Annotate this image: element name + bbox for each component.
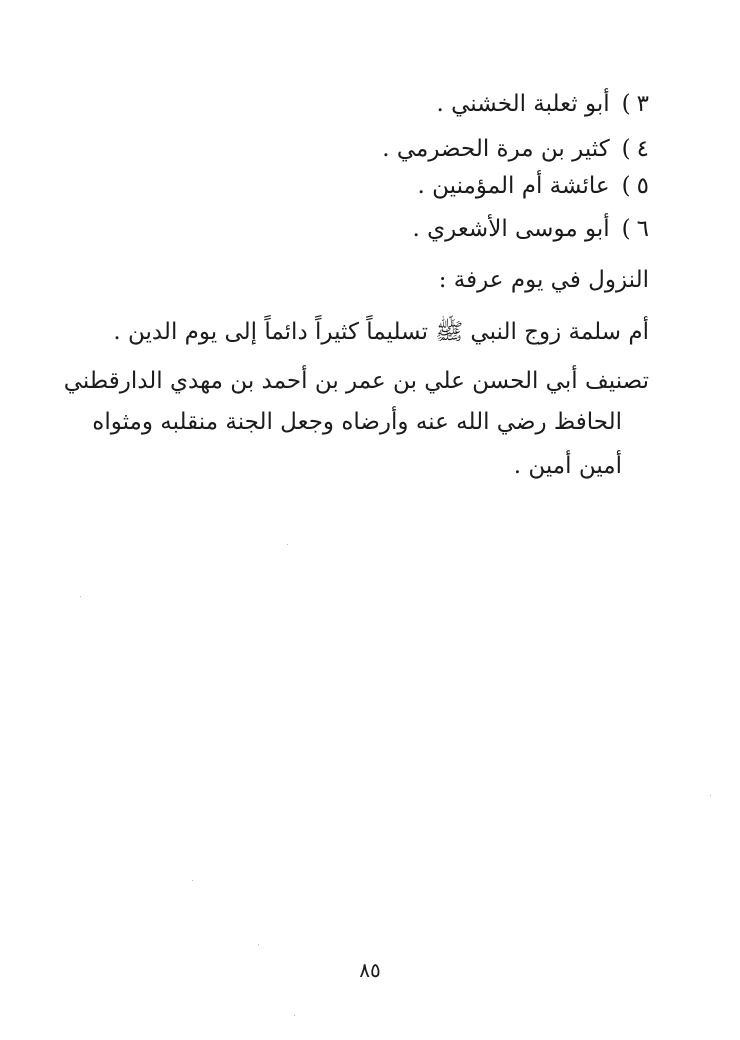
paragraph-2-line-2: الحافظ رضي الله عنه وأرضاه وجعل الجنة منقلبه ومثواه xyxy=(92,409,622,435)
page-number: ٨٥ xyxy=(359,958,381,982)
list-text: كثير بن مرة الحضرمي . xyxy=(382,136,610,162)
scan-speck xyxy=(710,795,711,796)
list-paren: ) xyxy=(621,91,631,117)
scan-speck xyxy=(258,944,259,945)
list-text: أبو ثعلبة الخشني . xyxy=(436,91,610,117)
list-item-4 xyxy=(382,133,649,165)
list-number: ٣ xyxy=(636,91,649,117)
paragraph-2-line-1: تصنيف أبي الحسن علي بن عمر بن أحمد بن مهدي الدارقطني xyxy=(63,368,649,394)
list-number: ٤ xyxy=(636,136,649,162)
list-item-3 xyxy=(436,88,649,120)
list-item-5 xyxy=(418,170,650,202)
list-paren: ) xyxy=(621,216,631,242)
scan-speck xyxy=(294,1015,295,1016)
list-text: عائشة أم المؤمنين . xyxy=(417,173,610,199)
scan-speck xyxy=(287,544,288,545)
paragraph-1: أم سلمة زوج النبي ﷺ تسليماً كثيراً دائماً إلى يوم الدين . xyxy=(113,319,649,345)
list-paren: ) xyxy=(621,173,631,199)
list-number: ٦ xyxy=(636,216,649,242)
paragraph-2-line-3: أمين أمين . xyxy=(513,453,622,479)
scan-speck xyxy=(192,880,193,881)
section-heading: النزول في يوم عرفة : xyxy=(438,267,649,293)
scan-speck xyxy=(80,596,81,597)
list-number: ٥ xyxy=(636,173,649,199)
list-text: أبو موسى الأشعري . xyxy=(412,216,610,242)
list-paren: ) xyxy=(621,136,631,162)
list-item-6 xyxy=(413,213,649,245)
